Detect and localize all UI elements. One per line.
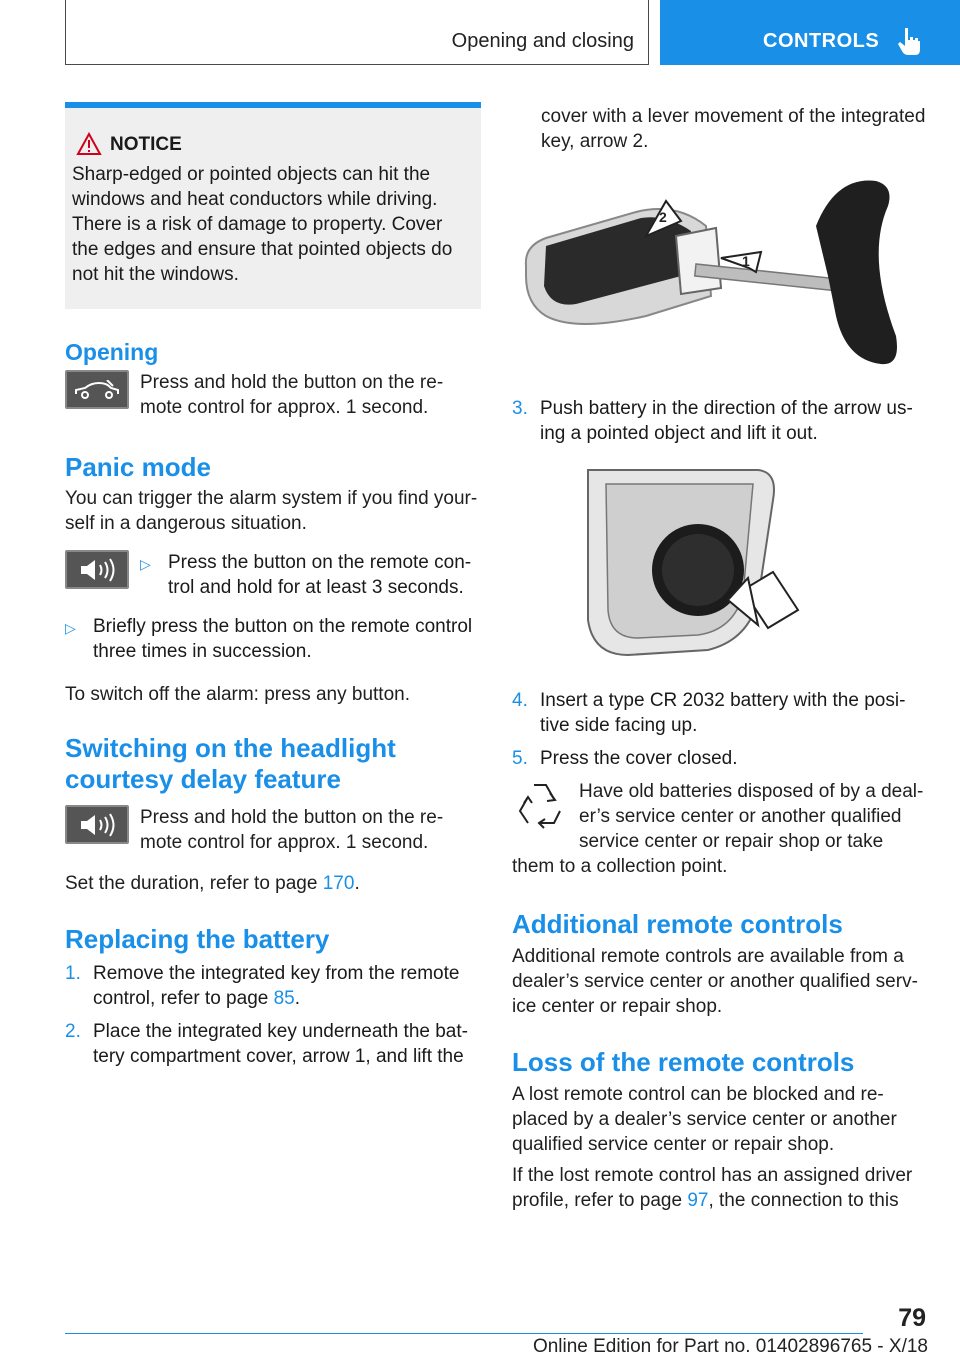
notice-text: Sharp-edged or pointed objects can hit the windows and heat conductors while driving. There is a risk of damage to property. Cover the edges and ensure that pointed objects do not hit the windows.: [72, 164, 453, 285]
horn-sound-icon: [65, 805, 129, 844]
left-column: [65, 102, 481, 1077]
battery-compartment-figure: [568, 460, 808, 660]
battery-steps-right-a: [512, 396, 926, 446]
headlight-duration: [65, 871, 481, 896]
step-1-end: .: [294, 988, 301, 1009]
page-link-85[interactable]: 85: [273, 988, 295, 1009]
step-number: 2.: [65, 1021, 81, 1042]
opening-row: [65, 370, 481, 420]
additional-text: Additional remote controls are available from a dealer’s service center or another qualified serv-ice center or repair shop.: [512, 946, 918, 1017]
recycle-text: Have old batteries disposed of by a deal-er’s service center or another qualified service center or repair shop or take: [579, 781, 924, 852]
header-tab-controls[interactable]: [660, 0, 960, 65]
footer-edition: Online Edition for Part no. 01402896765 - X/18: [532, 1336, 928, 1357]
battery-step-1: [65, 961, 481, 1011]
notice-box: [65, 102, 481, 309]
pointing-hand-icon: [896, 26, 922, 56]
battery-steps-left: [65, 961, 481, 1069]
loss-text-1: A lost remote control can be blocked and re-placed by a dealer’s service center or another qualified service center or repair shop.: [512, 1084, 897, 1155]
bullet-marker: ▷: [140, 556, 151, 572]
header-section-title: Opening and closing: [451, 30, 634, 52]
battery-steps-right-b: [512, 688, 926, 771]
panic-bullet1-row: [65, 550, 481, 600]
step-3-text: Push battery in the direction of the arrow us-ing a pointed object and lift it out.: [540, 398, 913, 444]
key-fob-figure: [516, 176, 916, 376]
recycle-icon: [512, 779, 568, 831]
step-number: 4.: [512, 690, 528, 711]
opening-text: Press and hold the button on the re-mote control for approx. 1 second.: [140, 372, 444, 418]
step-2-text: Place the integrated key underneath the bat-tery compartment cover, arrow 1, and lift the: [93, 1021, 468, 1067]
car-icon: [65, 370, 129, 409]
notice-title-text: NOTICE: [110, 134, 182, 155]
headlight-heading: Switching on the headlight courtesy delay feature: [65, 733, 396, 794]
horn-sound-icon: [65, 550, 129, 589]
additional-heading: Additional remote controls: [512, 909, 843, 939]
panic-bullet1-text: Press the button on the remote con-trol and hold for at least 3 seconds.: [168, 552, 472, 598]
warning-triangle-icon: [76, 132, 102, 156]
step-1-text: [93, 961, 481, 1011]
recycle-text-continued: them to a collection point.: [512, 856, 728, 877]
arrow-label-1: 1: [742, 253, 750, 269]
step-number: 5.: [512, 748, 528, 769]
battery-step-4: [512, 688, 926, 738]
notice-title: [110, 134, 473, 156]
loss-text-2: [512, 1163, 926, 1213]
step-number: 3.: [512, 398, 528, 419]
right-column: [512, 104, 926, 1213]
headlight-text: Press and hold the button on the re-mote control for approx. 1 second.: [140, 807, 444, 853]
loss-heading: Loss of the remote controls: [512, 1047, 855, 1077]
panic-intro: You can trigger the alarm system if you find your-self in a dangerous situation.: [65, 488, 478, 534]
panic-bullet2: [65, 614, 481, 664]
opening-heading: Opening: [65, 339, 159, 365]
step-4-text: Insert a type CR 2032 battery with the posi-tive side facing up.: [540, 690, 906, 736]
page-number: 79: [898, 1304, 926, 1332]
duration-end: .: [354, 873, 360, 894]
step-2-continued: cover with a lever movement of the integrated key, arrow 2.: [541, 106, 926, 152]
page-link-170[interactable]: 170: [322, 873, 355, 894]
battery-heading: Replacing the battery: [65, 924, 330, 954]
panic-bullet1: [140, 550, 481, 600]
duration-text: Set the duration, refer to page: [65, 873, 323, 894]
battery-step-5: [512, 746, 926, 771]
header-section-box: [65, 0, 649, 65]
arrow-label-2: 2: [659, 209, 667, 225]
header-tab-label: CONTROLS: [763, 30, 880, 52]
loss-text-2-end: , the connection to this: [708, 1190, 899, 1211]
step-5-text: Press the cover closed.: [540, 748, 738, 769]
panic-heading: Panic mode: [65, 452, 211, 482]
recycle-row: [512, 779, 926, 854]
step-number: 1.: [65, 963, 81, 984]
battery-step-3: [512, 396, 926, 446]
step-1-body: Remove the integrated key from the remote control, refer to page: [93, 963, 460, 1009]
page-link-97[interactable]: 97: [687, 1190, 709, 1211]
loss-text-2-body: If the lost remote control has an assigned driver profile, refer to page: [512, 1165, 913, 1211]
panic-bullet2-text: Briefly press the button on the remote control three times in succession.: [93, 616, 473, 662]
panic-switch-off: To switch off the alarm: press any button.: [65, 684, 410, 705]
battery-step-2: [65, 1019, 481, 1069]
footer-divider: [65, 1333, 863, 1334]
headlight-row: [65, 805, 481, 855]
bullet-marker: ▷: [65, 620, 76, 636]
